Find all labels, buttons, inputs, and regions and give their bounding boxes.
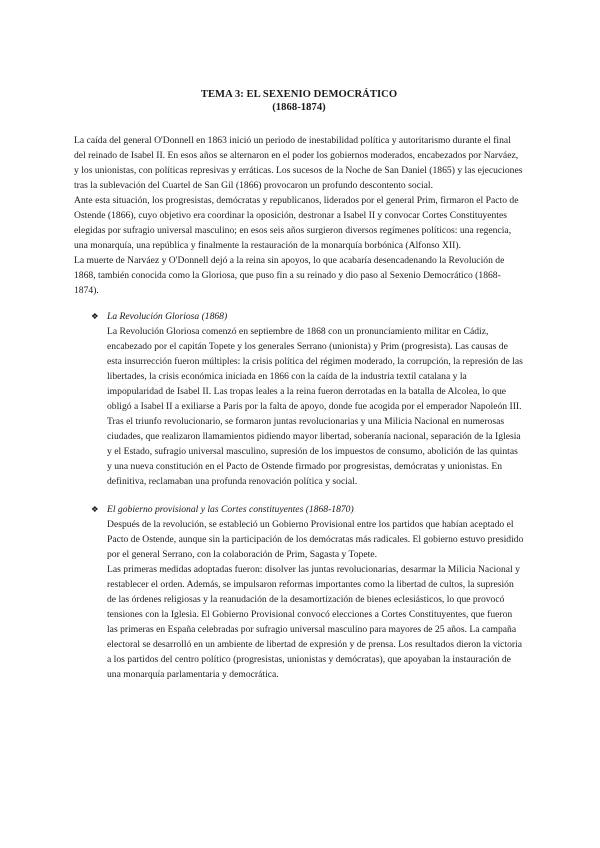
section-title: El gobierno provisional y las Cortes constituyentes (1868-1870) [107,504,354,515]
diamond-bullet-icon: ❖ [91,311,99,321]
section-paragraph: La Revolución Gloriosa comenzó en septiembre de 1868 con un pronunciamiento militar en Cádiz, encabezado por el capitán Topete y los generales Serrano (unionista) y Prim (progresista). Las causas de esta insurrección fueron múltiples: la crisis política del régimen moderado, la corrupción, la represión de las libertades, la crisis económica iniciada en 1866 con la caída de la industria textil catalana y la impopularidad de Isabel II. Las tropas leales a la reina fueron derrotadas en la batalla de Alcolea, lo que obligó a Isabel II a exiliarse a París por la falta de apoyo, donde fue acogida por el emperador Napoleón III. [107,326,523,412]
intro-paragraph-2: Ante esta situación, los progresistas, demócratas y republicanos, liderados por el general Prim, firmaron el Pacto de Ostende (1866), cuyo objetivo era coordinar la oposición, destronar a Isabel II y convocar Cortes Constituyentes elegidas por sufragio universal masculino; en esos seis años surgieron diversos regímenes políticos: una regencia, una monarquía, una república y finalmente la restauración de la monarquía borbónica (Alfonso XII). [74,195,519,251]
document-title [74,88,524,114]
section-body [74,517,524,682]
title-line-1: TEMA 3: EL SEXENIO DEMOCRÁTICO [200,89,398,100]
section-title: La Revolución Gloriosa (1868) [107,311,228,322]
section-revolucion-gloriosa [74,309,524,489]
intro-block [74,133,524,298]
section-gobierno-provisional [74,502,524,682]
intro-paragraph-3: La muerte de Narváez y O'Donnell dejó a la reina sin apoyos, lo que acabaría desencadenando la Revolución de 1868, también conocida como la Gloriosa, que puso fin a su reinado y dio paso al Sexenio Democrático (1868-1874). [74,255,505,296]
section-paragraph: Las primeras medidas adoptadas fueron: disolver las juntas revolucionarias, desarmar la Milicia Nacional y restablecer el orden. Además, se impulsaron reformas importantes como la libertad de cultos, la supresión de las órdenes religiosas y la reanudación de la desamortización de bienes eclesiásticos, lo que provocó tensiones con la Iglesia. El Gobierno Provisional convocó elecciones a Cortes Constituyentes, que fueron las primeras en España celebradas por sufragio universal masculino para mayores de 25 años. La campaña electoral se desarrolló en un ambiente de libertad de expresión y de prensa. Los resultados dieron la victoria a los partidos del centro político (progresistas, unionistas y demócratas), que apoyaban la instauración de una monarquía parlamentaria y democrática. [107,564,523,680]
section-heading [74,309,524,324]
section-heading [74,502,524,517]
section-paragraph: Después de la revolución, se estableció un Gobierno Provisional entre los partidos que habían aceptado el Pacto de Ostende, aunque sin la participación de los demócratas más radicales. El gobierno estuvo presidido por el general Serrano, con la colaboración de Prim, Sagasta y Topete. [107,519,524,560]
intro-paragraph-1: La caída del general O'Donnell en 1863 inició un periodo de inestabilidad política y autoritarismo durante el final del reinado de Isabel II. En esos años se alternaron en el poder los gobiernos moderados, encabezados por Narváez, y los unionistas, con políticas represivas y erráticas. Los sucesos de la Noche de San Daniel (1865) y las ejecuciones tras la sublevación del Cuartel de San Gil (1866) provocaron un profundo descontento social. [74,135,523,191]
title-line-2: (1868-1874) [272,102,326,113]
diamond-bullet-icon: ❖ [91,504,99,514]
section-body [74,324,524,489]
section-paragraph: Tras el triunfo revolucionario, se formaron juntas revolucionarias y una Milicia Nacional en numerosas ciudades, que realizaron llamamientos pidiendo mayor libertad, soberanía nacional, separación de la Iglesia y el Estado, sufragio universal masculino, supresión de los impuestos de consumo, abolición de las quintas y una nueva constitución en el Pacto de Ostende firmado por progresistas, demócratas y unionistas. En definitiva, reclamaban una profunda renovación política y social. [107,416,521,487]
